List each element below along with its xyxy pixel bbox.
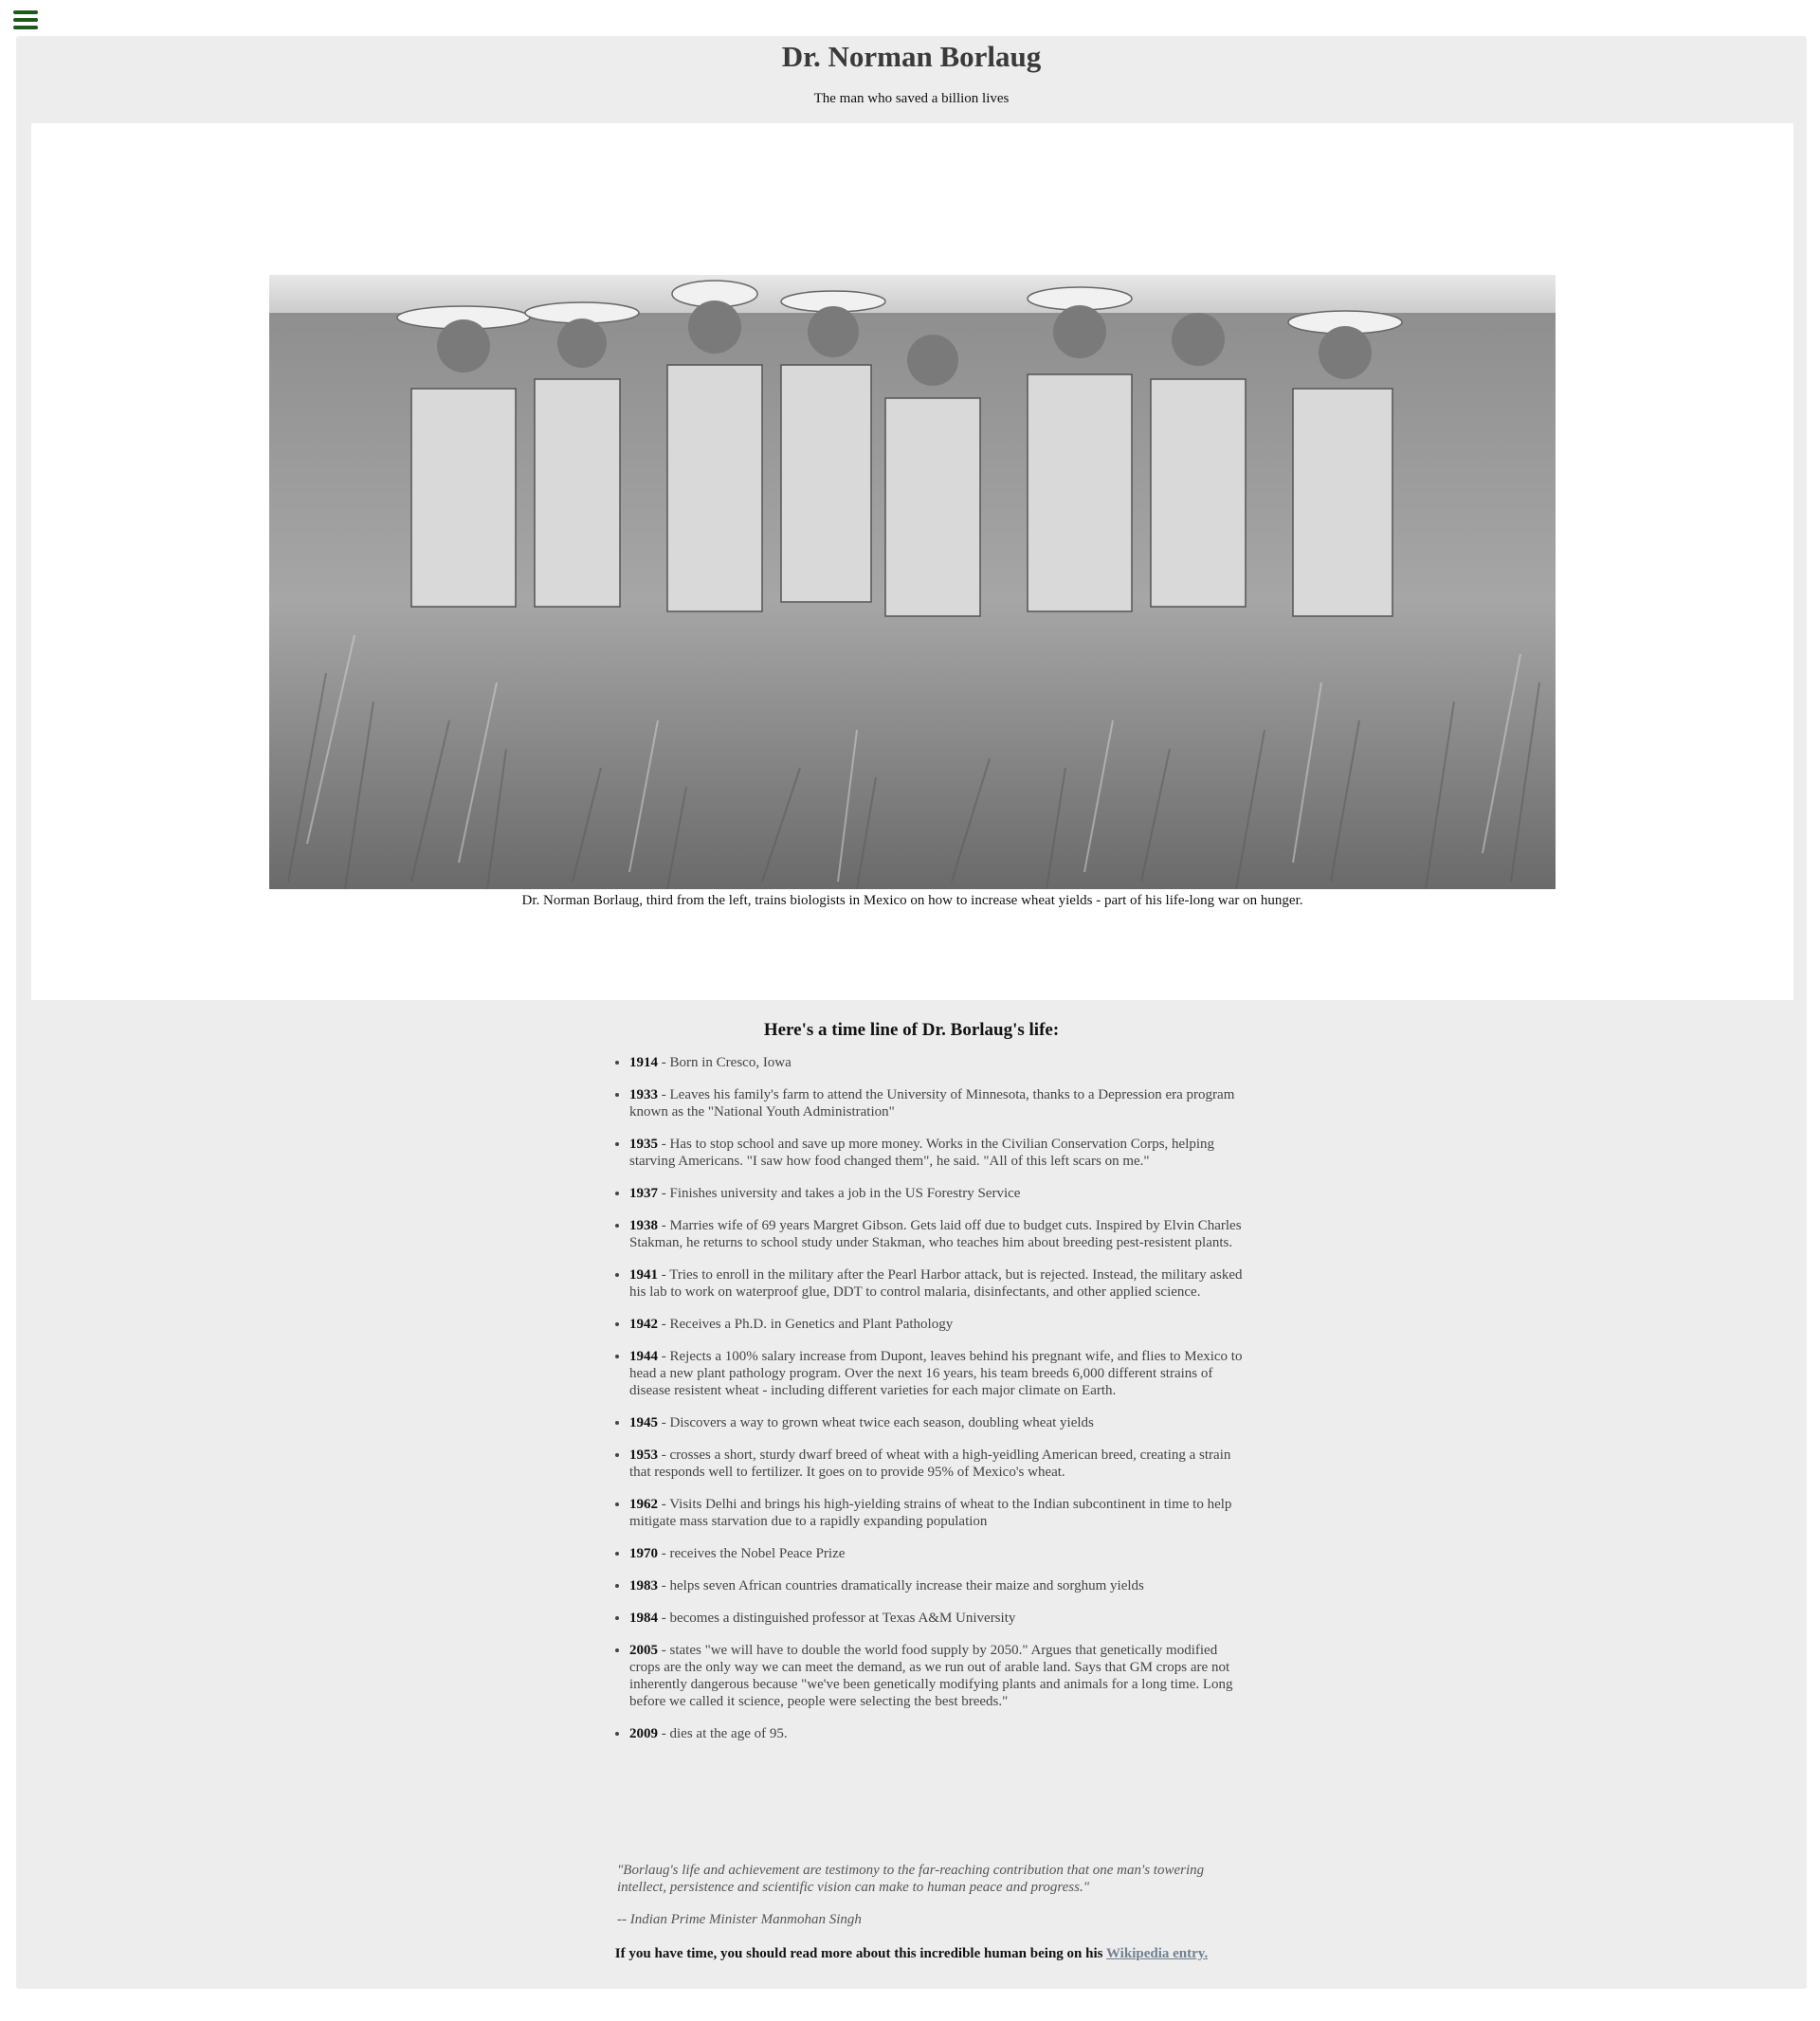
wikipedia-link[interactable]: Wikipedia entry. [1105,1946,1209,1961]
quote-text: "Borlaug's life and achievement are testimony to the far-reaching contribution that one man's towering intellect, persistence and scientific vision can make to human peace and progress." [617,1863,1205,1895]
timeline-item: • 1944 - Rejects a 100% salary increase from Dupont, leaves behind his pregnant wife, and flies to Mexico to head a new plant pathology program. Over the next 16 years, his team breeds 6,000 different strains of disease resistent wheat - including different varieties for each major climate on Earth. [629,1348,1249,1399]
timeline-item: • 1937 - Finishes university and takes a job in the US Forestry Service [629,1185,1249,1202]
quote-attribution: -- Indian Prime Minister Manmohan Singh [617,1912,862,1927]
timeline-item: • 2005 - states "we will have to double the world food supply by 2050." Argues that genetically modified crops are the only way we can meet the demand, as we run out of arable land. Says that GM crops are not inherently dangerous because "we've been genetically modifying plants and animals for a long time. Long before we called it science, people were selecting the best breeds." [629,1642,1249,1710]
timeline-item: • 1933 - Leaves his family's farm to attend the University of Minnesota, thanks to a Depression era program known as the "National Youth Administration" [629,1086,1249,1120]
page-title: Dr. Norman Borlaug [781,40,1042,73]
footer-text: If you have time, you should read more about this incredible human being on his [614,1946,1106,1961]
timeline-list [612,1054,1249,1757]
timeline-item: • 1962 - Visits Delhi and brings his high-yielding strains of wheat to the Indian subcontinent in time to help mitigate mass starvation due to a rapidly expanding population [629,1496,1249,1530]
main-content [16,36,1807,1989]
borlaug-field-photo [269,275,1556,889]
timeline-item: • 1984 - becomes a distinguished professor at Texas A&M University [629,1610,1249,1627]
photo-illustration [269,275,1556,889]
timeline-item: • 1938 - Marries wife of 69 years Margret Gibson. Gets laid off due to budget cuts. Inspired by Elvin Charles Stakman, he returns to school study under Stakman, who teaches him about breeding pest-resistent plants. [629,1217,1249,1251]
timeline-item: • 1935 - Has to stop school and save up more money. Works in the Civilian Conservation Corps, helping starving Americans. "I saw how food changed them", he said. "All of this left scars on me." [629,1136,1249,1170]
timeline-item: • 1983 - helps seven African countries dramatically increase their maize and sorghum yields [629,1577,1249,1594]
timeline-section [16,1018,1807,1927]
timeline-item: • 1945 - Discovers a way to grown wheat twice each season, doubling wheat yields [629,1414,1249,1431]
footer-note [16,1946,1807,1962]
timeline-heading: Here's a time line of Dr. Borlaug's life: [763,1020,1060,1040]
photo-caption: Dr. Norman Borlaug, third from the left, trains biologists in Mexico on how to increase wheat yields - part of his life-long war on hunger. [521,893,1303,908]
page-subtitle: The man who saved a billion lives [813,91,1010,106]
timeline-item: • 1942 - Receives a Ph.D. in Genetics and Plant Pathology [629,1316,1249,1333]
timeline-item: • 1941 - Tries to enroll in the military after the Pearl Harbor attack, but is rejected. Instead, the military asked his lab to work on waterproof glue, DDT to control malaria, disinfectants, and other applied science. [629,1266,1249,1301]
timeline-item: • 1970 - receives the Nobel Peace Prize [629,1545,1249,1562]
timeline-item: • 1914 - Born in Cresco, Iowa [629,1054,1249,1071]
hamburger-menu-icon[interactable] [13,10,38,31]
timeline-item: • 1953 - crosses a short, sturdy dwarf breed of wheat with a high-yeidling American breed, creating a strain that responds well to fertilizer. It goes on to provide 95% of Mexico's wheat. [629,1447,1249,1481]
quote-block [617,1862,1243,1943]
timeline-item: • 2009 - dies at the age of 95. [629,1725,1249,1742]
image-panel [31,123,1793,1000]
